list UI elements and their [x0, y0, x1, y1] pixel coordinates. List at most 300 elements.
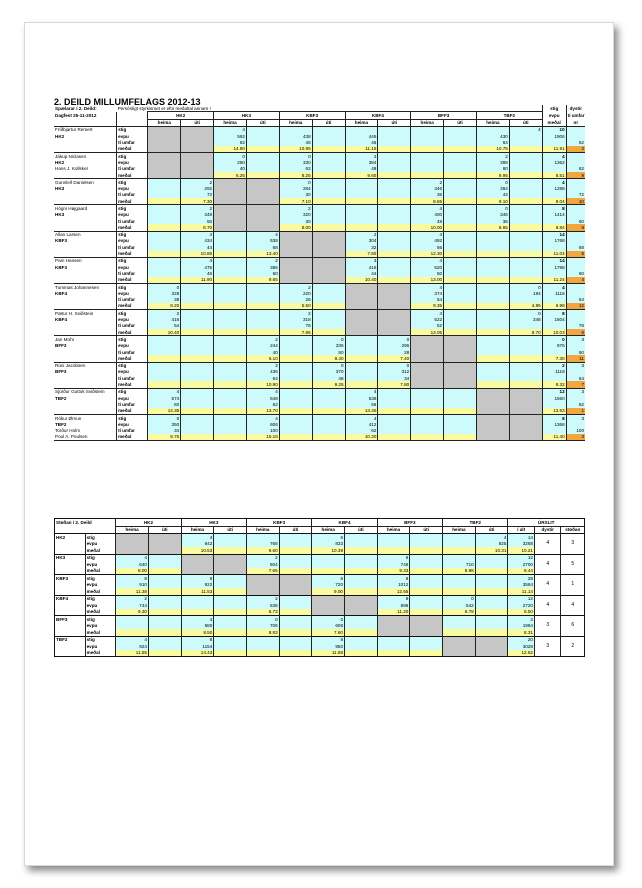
score-cell: 46: [279, 139, 312, 145]
dystir-cell: 3: [566, 434, 585, 441]
score-cell: 2: [246, 257, 279, 264]
score-cell: [476, 284, 509, 291]
score-cell: [246, 172, 279, 179]
total-cell: 2720: [508, 602, 535, 609]
score-cell: [378, 414, 411, 421]
score-cell: 2: [345, 231, 378, 238]
dystir-cell: 12: [566, 303, 585, 310]
stodan-value: 1: [561, 575, 585, 596]
score-cell: 48: [312, 375, 345, 381]
row-label: evpu: [117, 343, 148, 349]
score-cell: 50: [411, 270, 444, 276]
score-cell: 348: [509, 317, 542, 323]
score-cell: 4: [214, 126, 247, 133]
score-cell: 346: [411, 186, 444, 192]
score-cell: [148, 205, 181, 212]
score-cell: [345, 205, 378, 212]
row-label: meðal: [117, 355, 148, 362]
score-cell: [181, 554, 214, 561]
score-cell: 8: [312, 636, 345, 643]
score-cell: [378, 408, 411, 415]
score-cell: 10.39: [312, 547, 345, 554]
dystir-value: 3: [534, 636, 561, 657]
blank: [55, 526, 116, 534]
page-title: 2. DEILD MILLUMFELAGS 2012-13: [54, 97, 201, 107]
score-cell: [411, 355, 444, 362]
score-cell: [214, 355, 247, 362]
score-cell: [411, 408, 444, 415]
dystir-cell: 50: [566, 349, 585, 355]
header-heima: heima: [411, 119, 444, 126]
score-cell: 7.30: [181, 198, 214, 205]
score-cell: 2: [246, 336, 279, 343]
player-name: Gunnleif Danielsen: [54, 179, 117, 186]
score-cell: 11.20: [377, 609, 410, 616]
score-cell: [279, 609, 312, 616]
score-cell: 14.80: [214, 146, 247, 153]
player-name: HK2: [55, 159, 65, 165]
score-cell: 2: [246, 362, 279, 369]
dystir-cell: 100: [566, 428, 585, 434]
row-label: evpu: [117, 317, 148, 323]
score-cell: 2: [279, 284, 312, 291]
score-cell: [279, 629, 312, 636]
score-cell: [476, 414, 509, 421]
score-cell: 7.65: [246, 568, 279, 575]
player-name: Hans J. Kollsker: [55, 166, 89, 172]
score-cell: [345, 198, 378, 205]
score-cell: [345, 336, 378, 343]
table-row: [55, 568, 585, 575]
score-cell: [312, 126, 345, 133]
standings-team-hk2: HK2: [116, 519, 181, 527]
score-cell: [509, 434, 542, 441]
table-row: [54, 284, 585, 291]
row-label: stig: [117, 179, 148, 186]
score-cell: 10.53: [181, 547, 214, 554]
score-cell: 336: [312, 343, 345, 349]
row-label: stig: [117, 153, 148, 160]
standings-team-name: TBF2: [55, 636, 86, 643]
score-cell: 11.38: [116, 588, 149, 595]
score-cell: 538: [345, 395, 378, 401]
row-label: meðal: [117, 224, 148, 231]
score-cell: 2: [116, 595, 149, 602]
score-cell: [476, 434, 509, 441]
score-cell: 0: [148, 414, 181, 421]
row-label: stig: [85, 534, 116, 541]
score-cell: 10.40: [148, 329, 181, 336]
player-name: KBF3: [55, 238, 67, 244]
score-cell: [214, 568, 247, 575]
score-cell: [312, 205, 345, 212]
player-name: Rókur Ørnun: [54, 414, 117, 421]
score-cell: [444, 408, 477, 415]
score-cell: [345, 636, 378, 643]
table-row: [54, 126, 585, 133]
header-blank: [117, 112, 148, 119]
row-label: meðal: [117, 408, 148, 415]
score-cell: 48: [411, 218, 444, 224]
table-row: [55, 629, 585, 636]
dystir-cell: [566, 284, 585, 291]
player-name: [54, 408, 117, 415]
score-cell: 0: [476, 179, 509, 186]
score-cell: [410, 534, 443, 541]
score-cell: 0: [476, 205, 509, 212]
score-cell: 8.00: [116, 568, 149, 575]
score-cell: [214, 224, 247, 231]
score-cell: [279, 595, 312, 602]
score-cell: [279, 650, 312, 657]
score-cell: 4: [411, 284, 444, 291]
score-cell: [476, 336, 509, 343]
score-cell: 4: [246, 388, 279, 395]
score-cell: [378, 224, 411, 231]
stodan-value: 2: [561, 636, 585, 657]
score-cell: 54: [148, 323, 181, 329]
score-cell: [148, 231, 181, 238]
stodan-value: 3: [561, 534, 585, 555]
score-cell: 100: [246, 428, 279, 434]
table-row: [55, 636, 585, 643]
score-cell: [181, 609, 214, 616]
score-cell: [476, 310, 509, 317]
score-cell: [345, 547, 378, 554]
score-cell: 6: [312, 534, 345, 541]
score-cell: [312, 153, 345, 160]
score-cell: [444, 381, 477, 388]
score-cell: 4: [411, 257, 444, 264]
score-cell: [476, 231, 509, 238]
row-label: meðal: [117, 329, 148, 336]
score-cell: [509, 251, 542, 258]
player-name: Poul A. Poulsen: [55, 434, 88, 440]
row-label: stig: [117, 205, 148, 212]
score-cell: [116, 629, 149, 636]
score-cell: [444, 303, 477, 310]
score-cell: [312, 198, 345, 205]
stig-total-cell: 8: [542, 414, 566, 421]
score-cell: 8.65: [411, 198, 444, 205]
score-cell: [345, 595, 378, 602]
dystir-cell: [566, 257, 585, 264]
score-cell: [378, 388, 411, 395]
score-cell: 40: [214, 166, 247, 172]
score-cell: 6: [312, 575, 345, 582]
stig-total-cell: 11.40: [542, 434, 566, 441]
score-cell: 194: [509, 290, 542, 296]
score-cell: [181, 381, 214, 388]
score-cell: 4: [181, 231, 214, 238]
stig-total-cell: 8.51: [542, 172, 566, 179]
score-cell: 8.75: [148, 434, 181, 441]
score-cell: 374: [411, 290, 444, 296]
row-label: meðal: [85, 568, 116, 575]
score-cell: 13.70: [246, 408, 279, 415]
score-cell: [475, 629, 508, 636]
score-cell: 0: [312, 616, 345, 623]
table-row: [55, 609, 585, 616]
score-cell: [444, 153, 477, 160]
score-cell: 2: [279, 310, 312, 317]
score-cell: 10.00: [411, 224, 444, 231]
score-cell: 4: [345, 257, 378, 264]
player-name: [54, 355, 117, 362]
score-cell: 0: [443, 595, 476, 602]
score-cell: [148, 257, 181, 264]
score-cell: [378, 179, 411, 186]
score-cell: [148, 362, 181, 369]
player-name: Jákup Niclasen: [54, 153, 117, 160]
score-cell: [116, 616, 149, 623]
table-row: [54, 146, 585, 153]
score-cell: [444, 277, 477, 284]
header-stig: stig: [542, 105, 566, 112]
score-cell: [148, 153, 181, 160]
stodan-value: 6: [561, 616, 585, 637]
score-cell: 833: [312, 541, 345, 548]
score-cell: 0: [148, 284, 181, 291]
score-cell: [214, 547, 247, 554]
score-cell: [214, 179, 247, 186]
score-cell: 64: [476, 139, 509, 145]
score-cell: [214, 336, 247, 343]
score-cell: [279, 588, 312, 595]
score-cell: 9.35: [411, 303, 444, 310]
score-cell: [148, 609, 181, 616]
score-cell: [279, 636, 312, 643]
score-cell: [246, 534, 279, 541]
score-cell: 4.85: [509, 303, 542, 310]
score-cell: 446: [345, 133, 378, 139]
total-cell: 2700: [508, 561, 535, 568]
player-name: Sjúrður Guttok Sviðstein: [54, 388, 117, 395]
stig-total-cell: 14: [542, 231, 566, 238]
score-cell: [214, 595, 247, 602]
row-label: meðal: [117, 434, 148, 441]
player-name: [54, 251, 117, 258]
score-cell: [214, 205, 247, 212]
score-cell: [378, 257, 411, 264]
score-cell: [509, 153, 542, 160]
score-cell: [444, 231, 477, 238]
score-cell: [378, 172, 411, 179]
score-cell: 82: [214, 139, 247, 145]
table-row: [54, 277, 585, 284]
score-cell: [312, 329, 345, 336]
total-cell: 20: [508, 636, 535, 643]
score-cell: [279, 257, 312, 264]
row-label: evpu: [117, 369, 148, 375]
header-uti: úti: [214, 526, 247, 534]
score-cell: 548: [246, 395, 279, 401]
score-cell: 8.65: [476, 224, 509, 231]
score-cell: [345, 362, 378, 369]
score-cell: [181, 414, 214, 421]
score-cell: 13.45: [345, 408, 378, 415]
score-cell: [312, 388, 345, 395]
stig-total-cell: 1768: [542, 238, 566, 244]
score-cell: [148, 534, 181, 541]
score-cell: [509, 146, 542, 153]
score-cell: 520: [411, 264, 444, 270]
score-cell: 26: [279, 297, 312, 303]
score-cell: 52: [411, 323, 444, 329]
score-cell: 30: [279, 192, 312, 198]
score-cell: [476, 126, 509, 133]
score-cell: [444, 224, 477, 231]
score-cell: [181, 434, 214, 441]
row-label: tí umfar: [117, 349, 148, 355]
score-cell: [279, 547, 312, 554]
score-cell: 8: [377, 595, 410, 602]
score-cell: [116, 547, 149, 554]
score-cell: [444, 434, 477, 441]
score-cell: 4: [246, 414, 279, 421]
score-cell: 2: [411, 179, 444, 186]
score-cell: 4: [411, 310, 444, 317]
dystir-cell: [566, 231, 585, 238]
dystir-cell: [566, 179, 585, 186]
score-cell: [410, 547, 443, 554]
score-cell: 522: [411, 317, 444, 323]
score-cell: [214, 284, 247, 291]
score-cell: [312, 231, 345, 238]
score-cell: [246, 303, 279, 310]
score-cell: 9.65: [246, 277, 279, 284]
score-cell: 0: [246, 616, 279, 623]
score-cell: 7.95: [279, 329, 312, 336]
stig-total-cell: 11.24: [542, 277, 566, 284]
dystir-cell: 9: [566, 172, 585, 179]
row-label: stig: [85, 595, 116, 602]
table-row: [55, 616, 585, 623]
header-uti: úti: [509, 119, 542, 126]
score-cell: [279, 408, 312, 415]
score-cell: 284: [279, 186, 312, 192]
score-cell: [345, 224, 378, 231]
row-label: evpu: [85, 582, 116, 589]
score-cell: 13.00: [411, 277, 444, 284]
score-cell: 8: [116, 575, 149, 582]
header-uti: úti: [312, 119, 345, 126]
score-cell: [279, 126, 312, 133]
header-team-kbf4: KBF4: [345, 112, 411, 119]
dystir-value: 4: [534, 554, 561, 575]
score-cell: [148, 336, 181, 343]
score-cell: [444, 388, 477, 395]
score-cell: 14.43: [181, 650, 214, 657]
score-cell: [443, 575, 476, 582]
score-cell: [345, 568, 378, 575]
score-cell: [246, 588, 279, 595]
score-cell: [509, 198, 542, 205]
row-label: evpu: [117, 290, 148, 296]
stig-total-cell: 9.32: [542, 381, 566, 388]
score-cell: 8.83: [246, 629, 279, 636]
header-dystir: dystir: [534, 526, 561, 534]
score-cell: [279, 336, 312, 343]
score-cell: 60: [476, 166, 509, 172]
table-row: [54, 205, 585, 212]
score-cell: 4: [345, 388, 378, 395]
score-cell: 62: [345, 428, 378, 434]
table-row: [55, 554, 585, 561]
table-row: [54, 329, 585, 336]
score-cell: 10.40: [345, 277, 378, 284]
header-note: Persónligt styrkismet er eftir meðaltal annars !: [117, 105, 211, 111]
score-cell: 46: [181, 270, 214, 276]
score-cell: 44: [345, 270, 378, 276]
score-cell: 11.53: [181, 588, 214, 595]
standings-team-tbf2: TBF2: [443, 519, 508, 527]
score-cell: 416: [345, 264, 378, 270]
score-cell: [214, 609, 247, 616]
row-label: stig: [117, 126, 148, 133]
score-cell: [181, 388, 214, 395]
score-cell: 606: [246, 421, 279, 427]
score-cell: [148, 616, 181, 623]
score-cell: [246, 153, 279, 160]
score-cell: [312, 251, 345, 258]
score-cell: [148, 554, 181, 561]
row-label: tí umfar: [117, 244, 148, 250]
score-cell: [377, 636, 410, 643]
score-cell: 2: [476, 153, 509, 160]
row-label: tí umfar: [117, 192, 148, 198]
score-cell: [345, 554, 378, 561]
row-label: evpu: [85, 541, 116, 548]
score-cell: [476, 355, 509, 362]
score-cell: [410, 636, 443, 643]
header-heima: heima: [345, 119, 378, 126]
score-cell: [345, 179, 378, 186]
score-cell: [475, 616, 508, 623]
score-cell: [279, 381, 312, 388]
score-cell: [279, 362, 312, 369]
score-cell: [509, 172, 542, 179]
score-cell: 0: [279, 153, 312, 160]
score-cell: [181, 172, 214, 179]
score-cell: [411, 153, 444, 160]
score-cell: [246, 329, 279, 336]
score-cell: 10.95: [279, 146, 312, 153]
score-cell: [345, 310, 378, 317]
score-cell: 7.60: [345, 251, 378, 258]
row-label: stig: [117, 284, 148, 291]
dystir-cell: 64: [566, 375, 585, 381]
dystir-value: 4: [534, 595, 561, 616]
table-row: [55, 547, 585, 554]
score-cell: 4: [345, 414, 378, 421]
table-row: [54, 336, 585, 343]
player-name: HK3: [55, 186, 65, 192]
score-cell: 608: [312, 623, 345, 630]
score-cell: 4: [116, 554, 149, 561]
score-cell: [443, 616, 476, 623]
score-cell: 0: [378, 336, 411, 343]
player-name: Pætur H. Sviðstein: [54, 310, 117, 317]
table-row: [55, 588, 585, 595]
score-cell: [475, 568, 508, 575]
score-cell: [312, 434, 345, 441]
score-cell: 0: [214, 153, 247, 160]
score-cell: 40: [246, 349, 279, 355]
dystir-value: 3: [534, 616, 561, 637]
total-cell: 11.14: [508, 588, 535, 595]
score-cell: 7.10: [279, 198, 312, 205]
